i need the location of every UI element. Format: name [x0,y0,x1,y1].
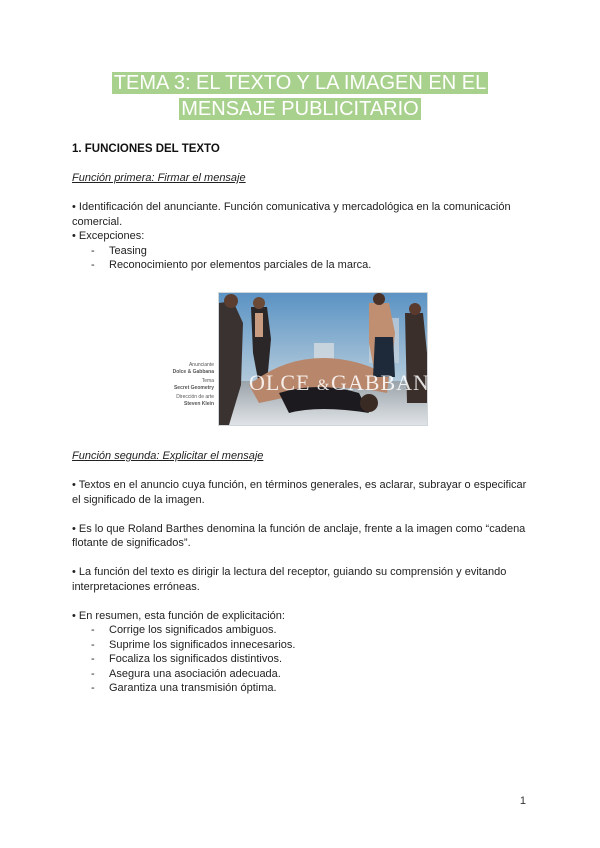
function-two-paragraph-2: • Es lo que Roland Barthes denomina la función de anclaje, frente a la imagen como “cadena flotante de significados”. [72,522,526,549]
function-one-bullet-1: • Identificación del anunciante. Función comunicativa y mercadológica en la comunicación comercial. [72,201,511,228]
credit-value-3: Steven Klein [183,400,214,407]
document-title [0,70,600,122]
title-line-2: MENSAJE PUBLICITARIO [181,98,419,120]
explicitation-list [72,623,528,696]
credit-label-3: Dirección de arte [176,394,214,400]
ad-credits [168,362,214,407]
exceptions-list [72,244,528,273]
ad-brand-amp: & [317,377,330,394]
credit-label-1: Anunciante [188,362,214,368]
credit-label-2: Tema [201,378,214,384]
function-two-paragraph-3: • La función del texto es dirigir la lectura del receptor, guiando su comprensión y evitando interpretaciones erróneas. [72,566,507,593]
ad-illustration [219,293,447,425]
function-one-bullet-2: • Excepciones: [72,230,145,242]
list-item: - Focaliza los significados distintivos. [91,653,283,665]
function-two-body [72,478,528,696]
function-two-paragraph-1: • Textos en el anuncio cuya función, en términos generales, es aclarar, subrayar o especificar el significado de la imagen. [72,479,527,506]
credit-value-2: Secret Geometry [173,384,214,391]
list-item: - Suprime los significados innecesarios. [91,638,296,651]
list-item: - Garantiza una transmisión óptima. [91,682,277,694]
title-line-1: TEMA 3: EL TEXTO Y LA IMAGEN EN EL [113,72,487,94]
function-two-paragraph-4: • En resumen, esta función de explicitación: [72,609,285,622]
function-one-body [72,200,528,273]
list-item: - Teasing [91,244,147,257]
dolce-gabbana-ad-image [218,292,447,426]
ad-brand-right: GABBANA [331,370,447,395]
list-item: - Asegura una asociación adecuada. [91,667,281,680]
function-two-heading: Función segunda: Explicitar el mensaje [72,450,264,462]
ad-brand-left: OLCE [249,370,311,395]
section-heading: 1. FUNCIONES DEL TEXTO [72,143,220,155]
credit-value-1: Dolce & Gabbana [172,368,214,375]
function-one-heading: Función primera: Firmar el mensaje [72,172,246,184]
list-item: - Reconocimiento por elementos parciales de la marca. [91,259,372,271]
list-item: - Corrige los significados ambiguos. [91,624,277,636]
page-number: 1 [519,795,526,807]
